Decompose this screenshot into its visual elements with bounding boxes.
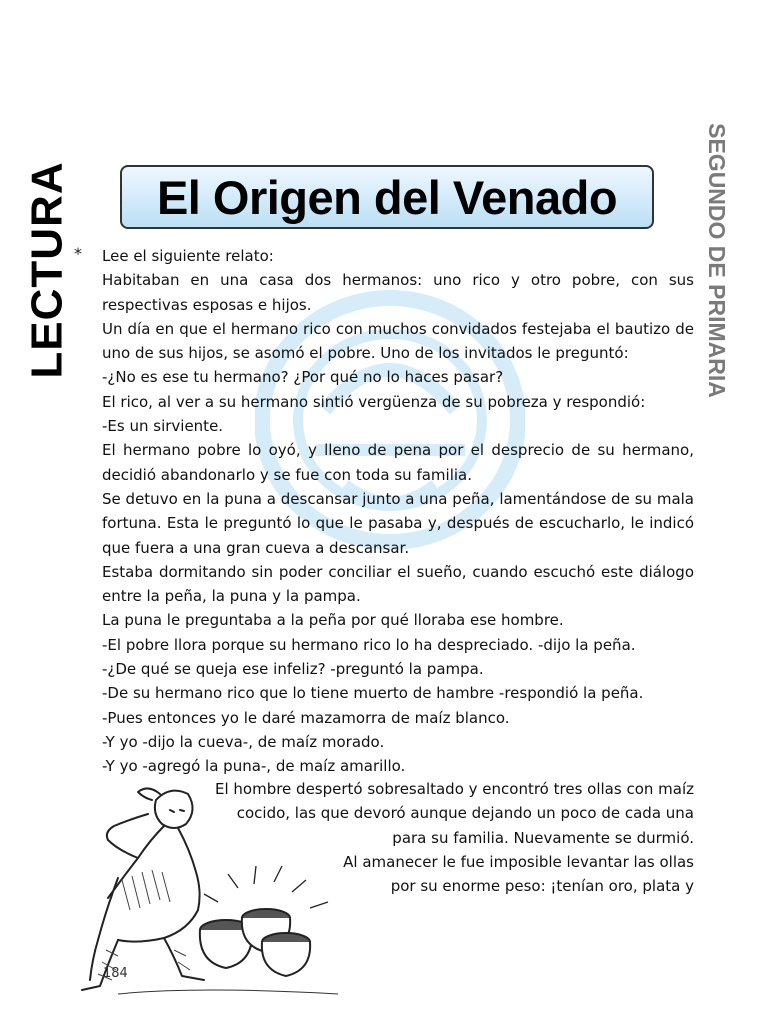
- grade-text: SEGUNDO DE PRIMARIA: [703, 123, 730, 398]
- title-banner: [120, 165, 654, 229]
- paragraph: -Pues entonces yo le daré mazamorra de maíz blanco.: [102, 708, 510, 727]
- wrapped-line: Al amanecer le fue imposible levantar las ollas: [343, 852, 694, 871]
- grade-side-label: [692, 123, 740, 398]
- lectura-text: LECTURA: [23, 161, 73, 379]
- paragraph: -Y yo -dijo la cueva-, de maíz morado.: [102, 732, 385, 751]
- wrapped-line: para su familia. Nuevamente se durmió.: [392, 828, 694, 847]
- paragraph: El hermano pobre lo oyó, y lleno de pena por el desprecio de su hermano, decidió abandonarlo y se fue con toda su familia.: [102, 441, 694, 484]
- paragraph: -De su hermano rico que lo tiene muerto de hambre -respondió la peña.: [102, 684, 644, 703]
- paragraph: -Es un sirviente.: [102, 417, 224, 436]
- paragraph: Estaba dormitando sin poder conciliar el sueño, cuando escuchó este diálogo entre la peña, la puna y la pampa.: [102, 562, 694, 606]
- wrapped-line: por su enorme peso: ¡tenían oro, plata y: [390, 877, 694, 896]
- page-title: El Origen del Venado: [156, 170, 618, 224]
- lectura-side-label: [22, 160, 74, 380]
- wrapped-line: cocido, las que devoró aunque dejando un poco de cada una: [236, 804, 694, 823]
- paragraph: -Y yo -agregó la puna-, de maíz amarillo.: [102, 757, 406, 776]
- paragraph: El rico, al ver a su hermano sintió vergüenza de su pobreza y respondió:: [102, 392, 646, 411]
- paragraph: Un día en que el hermano rico con muchos convidados festejaba el bautizo de uno de sus hijos, se asomó el pobre. Uno de los invitados le preguntó:: [102, 319, 694, 363]
- story-body: [102, 244, 694, 779]
- paragraph: -El pobre llora porque su hermano rico lo ha despreciado. -dijo la peña.: [102, 635, 636, 654]
- paragraph: Habitaban en una casa dos hermanos: uno rico y otro pobre, con sus respectivas esposas e hijos.: [102, 271, 694, 314]
- paragraph: Lee el siguiente relato:: [102, 247, 274, 265]
- page-number: 184: [103, 966, 128, 981]
- bullet-asterisk: *: [74, 244, 82, 263]
- wrapped-line: El hombre despertó sobresaltado y encontró tres ollas con maíz: [214, 780, 694, 798]
- paragraph: Se detuvo en la puna a descansar junto a una peña, lamentándose de su mala fortuna. Esta le preguntó lo que le pasaba y, después de escucharlo, le indicó que fuera a una gran cueva a descansar.: [102, 489, 694, 557]
- paragraph: -¿De qué se queja ese infeliz? -preguntó la pampa.: [102, 660, 484, 679]
- paragraph: La puna le preguntaba a la peña por qué lloraba ese hombre.: [102, 611, 564, 630]
- paragraph: -¿No es ese tu hermano? ¿Por qué no lo haces pasar?: [102, 368, 504, 387]
